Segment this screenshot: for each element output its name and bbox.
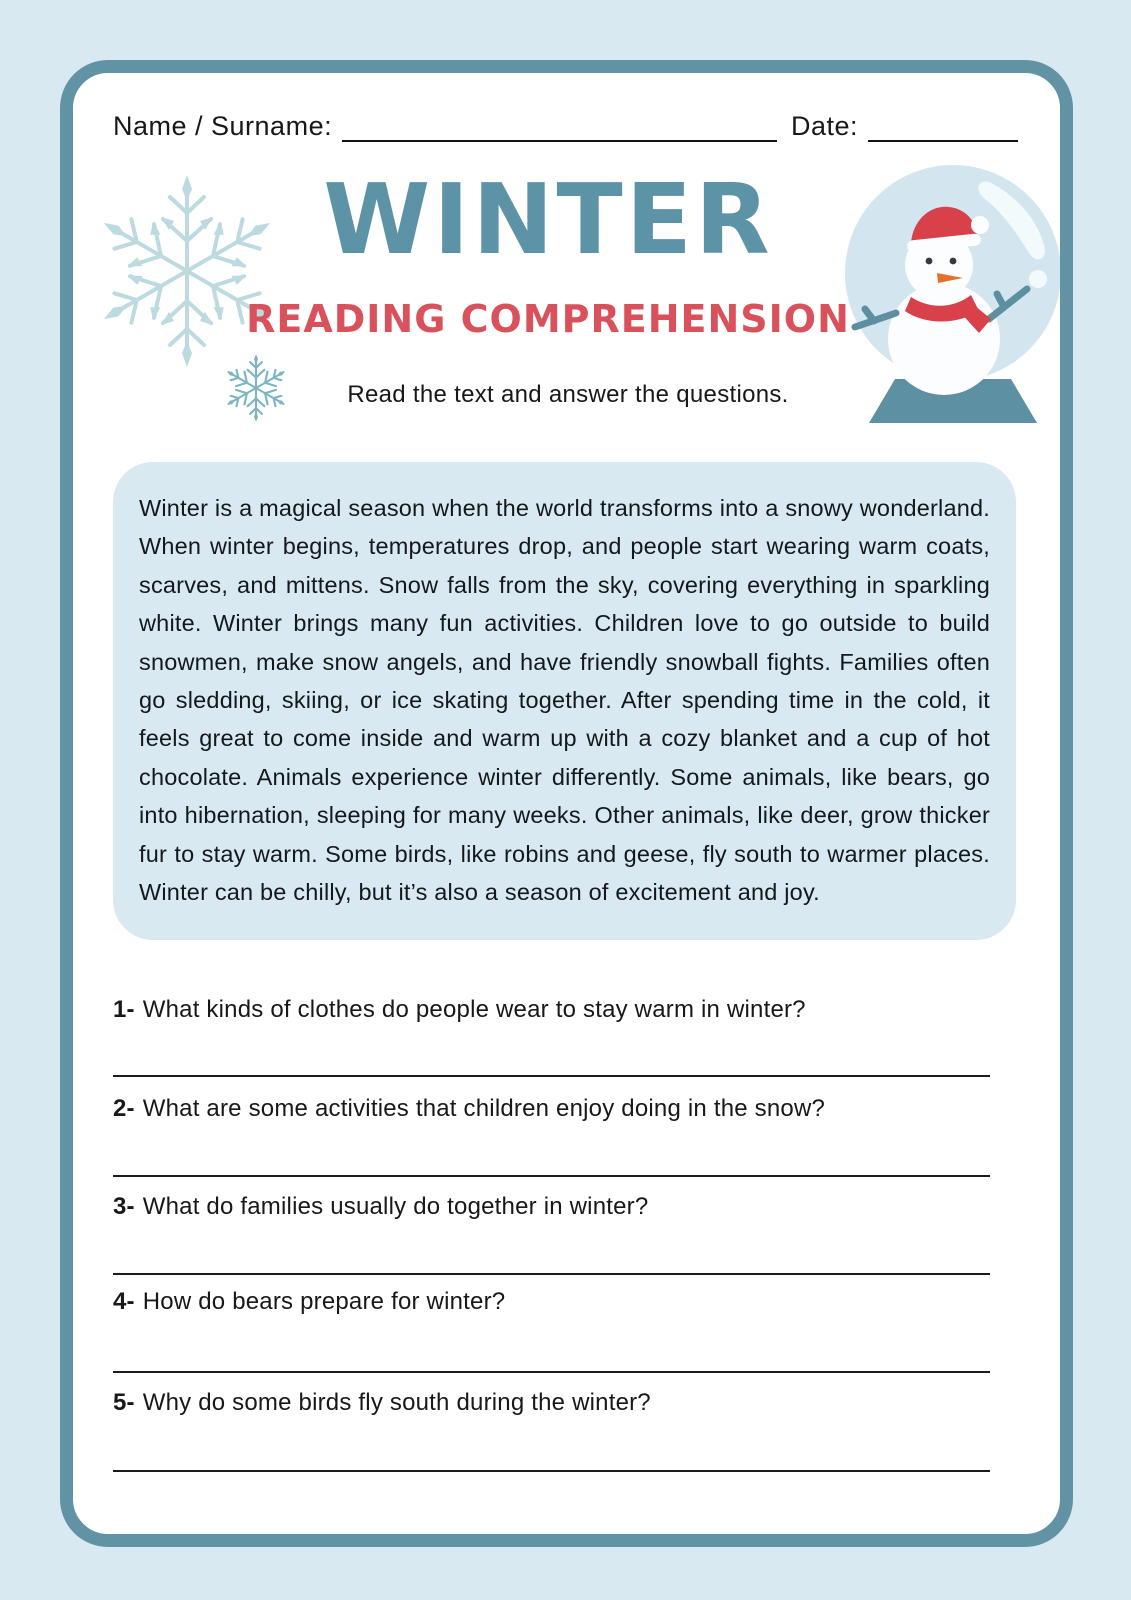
- question-4: [113, 1288, 993, 1316]
- question-3: [113, 1193, 993, 1221]
- name-write-line: [342, 112, 777, 142]
- answer-line-4: [113, 1371, 990, 1373]
- question-4-number: 4-: [113, 1288, 135, 1315]
- page-subtitle: READING COMPREHENSION: [246, 297, 850, 341]
- date-label: Date:: [790, 111, 858, 141]
- question-5-text: Why do some birds fly south during the winter?: [142, 1389, 651, 1416]
- answer-line-5: [113, 1470, 990, 1472]
- worksheet-card: [60, 60, 1073, 1547]
- question-5-number: 5-: [113, 1389, 135, 1416]
- answer-line-2: [113, 1175, 990, 1177]
- header-row: [113, 111, 1018, 142]
- question-2: [113, 1095, 993, 1123]
- snow-globe-snowman-icon: [841, 161, 1073, 429]
- page-title: WINTER: [323, 163, 773, 276]
- question-2-text: What are some activities that children enjoy doing in the snow?: [142, 1095, 826, 1122]
- answer-line-1: [113, 1075, 990, 1077]
- question-1-text: What kinds of clothes do people wear to stay warm in winter?: [142, 996, 806, 1023]
- question-1-number: 1-: [113, 996, 135, 1023]
- question-3-number: 3-: [113, 1193, 135, 1220]
- question-3-text: What do families usually do together in winter?: [142, 1193, 649, 1220]
- name-label: Name / Surname:: [113, 111, 333, 141]
- question-4-text: How do bears prepare for winter?: [142, 1288, 506, 1315]
- question-2-number: 2-: [113, 1095, 135, 1122]
- passage-box: [113, 462, 1016, 940]
- question-1: [113, 996, 993, 1024]
- passage-text: Winter is a magical season when the world transforms into a snowy wonderland. When winter begins, temperatures drop, and people start wearing warm coats, scarves, and mittens. Snow falls from the sky, covering everything in sparkling white. Winter brings many fun activities. Children love to go outside to build snowmen, make snow angels, and have friendly snowball fights. Families often go sledding, skiing, or ice skating together. After spending time in the cold, it feels great to come inside and warm up with a cozy blanket and a cup of hot chocolate. Animals experience winter differently. Some animals, like bears, go into hibernation, sleeping for many weeks. Other animals, like deer, grow thicker fur to stay warm. Some birds, like robins and geese, fly south to warmer places. Winter can be chilly, but it’s also a season of excitement and joy.: [139, 495, 990, 906]
- question-5: [113, 1389, 993, 1417]
- instruction-text: Read the text and answer the questions.: [347, 381, 789, 408]
- date-write-line: [868, 112, 1018, 142]
- answer-line-3: [113, 1273, 990, 1275]
